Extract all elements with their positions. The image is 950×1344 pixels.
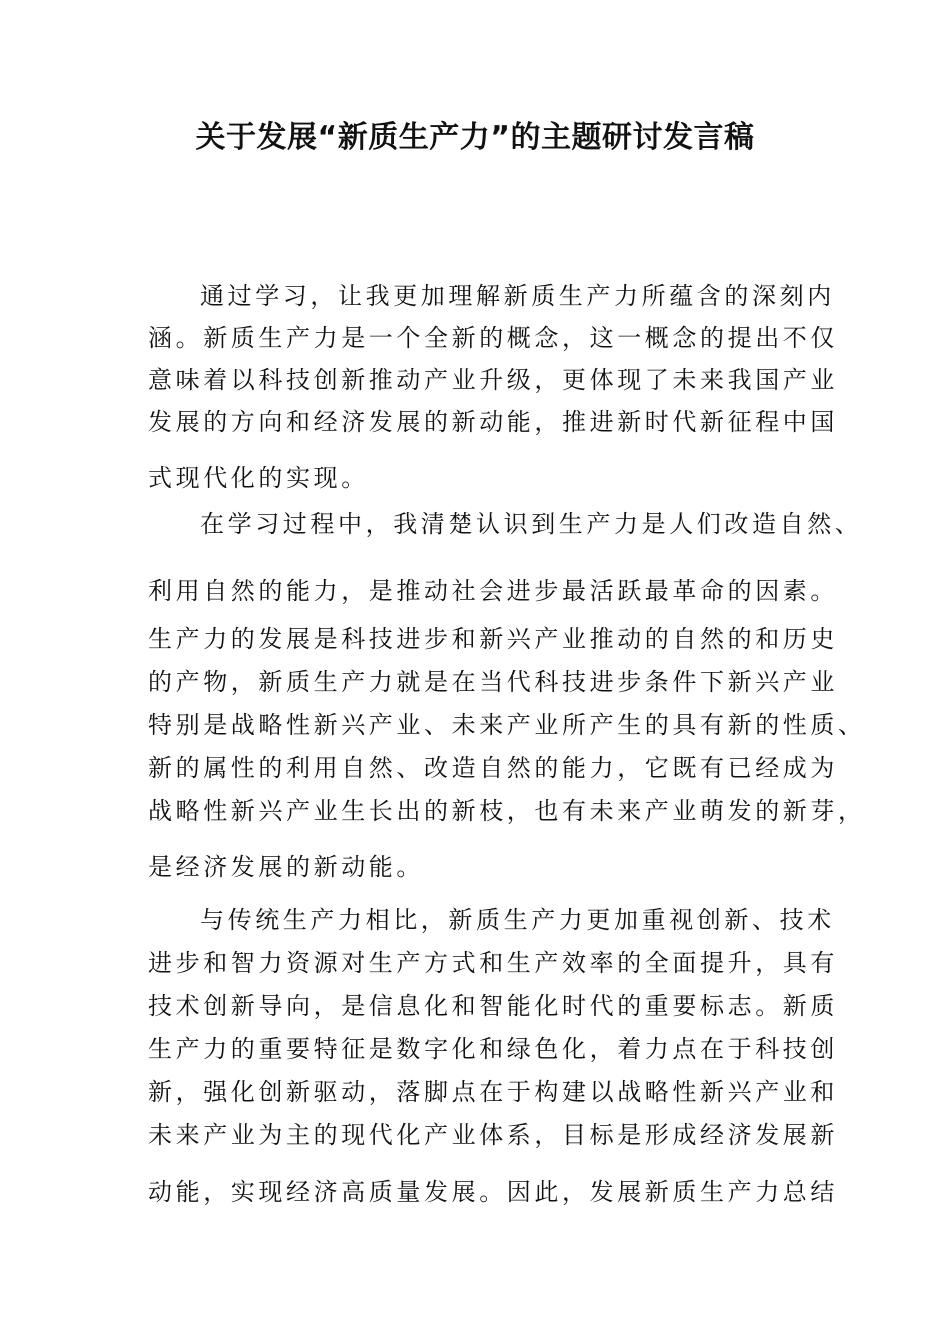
paragraph-line: 生产力的发展是科技进步和新兴产业推动的自然的和历史 [148, 625, 838, 653]
paragraph-line: 进步和智力资源对生产方式和生产效率的全面提升，具有 [148, 949, 838, 977]
paragraph-line: 新，强化创新驱动，落脚点在于构建以战略性新兴产业和 [148, 1078, 838, 1106]
paragraph-line: 发展的方向和经济发展的新动能，推进新时代新征程中国 [148, 408, 838, 436]
paragraph-line: 生产力的重要特征是数字化和绿色化，着力点在于科技创 [148, 1035, 838, 1063]
paragraph-line: 利用自然的能力，是推动社会进步最活跃最革命的因素。 [148, 577, 838, 605]
paragraph-line: 通过学习，让我更加理解新质生产力所蕴含的深刻内 [200, 282, 835, 310]
paragraph-line: 新的属性的利用自然、改造自然的能力，它既有已经成为 [148, 754, 838, 782]
paragraph-line: 是经济发展的新动能。 [148, 853, 424, 881]
paragraph-line: 在学习过程中，我清楚认识到生产力是人们改造自然、 [200, 510, 863, 538]
paragraph-line: 技术创新导向，是信息化和智能化时代的重要标志。新质 [148, 992, 838, 1020]
paragraph-line: 未来产业为主的现代化产业体系，目标是形成经济发展新 [148, 1121, 838, 1149]
paragraph-line: 特别是战略性新兴产业、未来产业所产生的具有新的性质、 [148, 711, 866, 739]
paragraph-line: 动能，实现经济高质量发展。因此，发展新质生产力总结 [148, 1178, 838, 1206]
paragraph-line: 与传统生产力相比，新质生产力更加重视创新、技术 [200, 906, 835, 934]
document-title: 关于发展“新质生产力”的主题研讨发言稿 [195, 120, 755, 155]
paragraph-line: 战略性新兴产业生长出的新枝，也有未来产业萌发的新芽， [148, 797, 866, 825]
paragraph-line: 意味着以科技创新推动产业升级，更体现了未来我国产业 [148, 366, 838, 394]
paragraph-line: 的产物，新质生产力就是在当代科技进步条件下新兴产业 [148, 668, 838, 696]
paragraph-line: 涵。新质生产力是一个全新的概念，这一概念的提出不仅 [148, 324, 838, 352]
paragraph-line: 式现代化的实现。 [148, 464, 369, 492]
